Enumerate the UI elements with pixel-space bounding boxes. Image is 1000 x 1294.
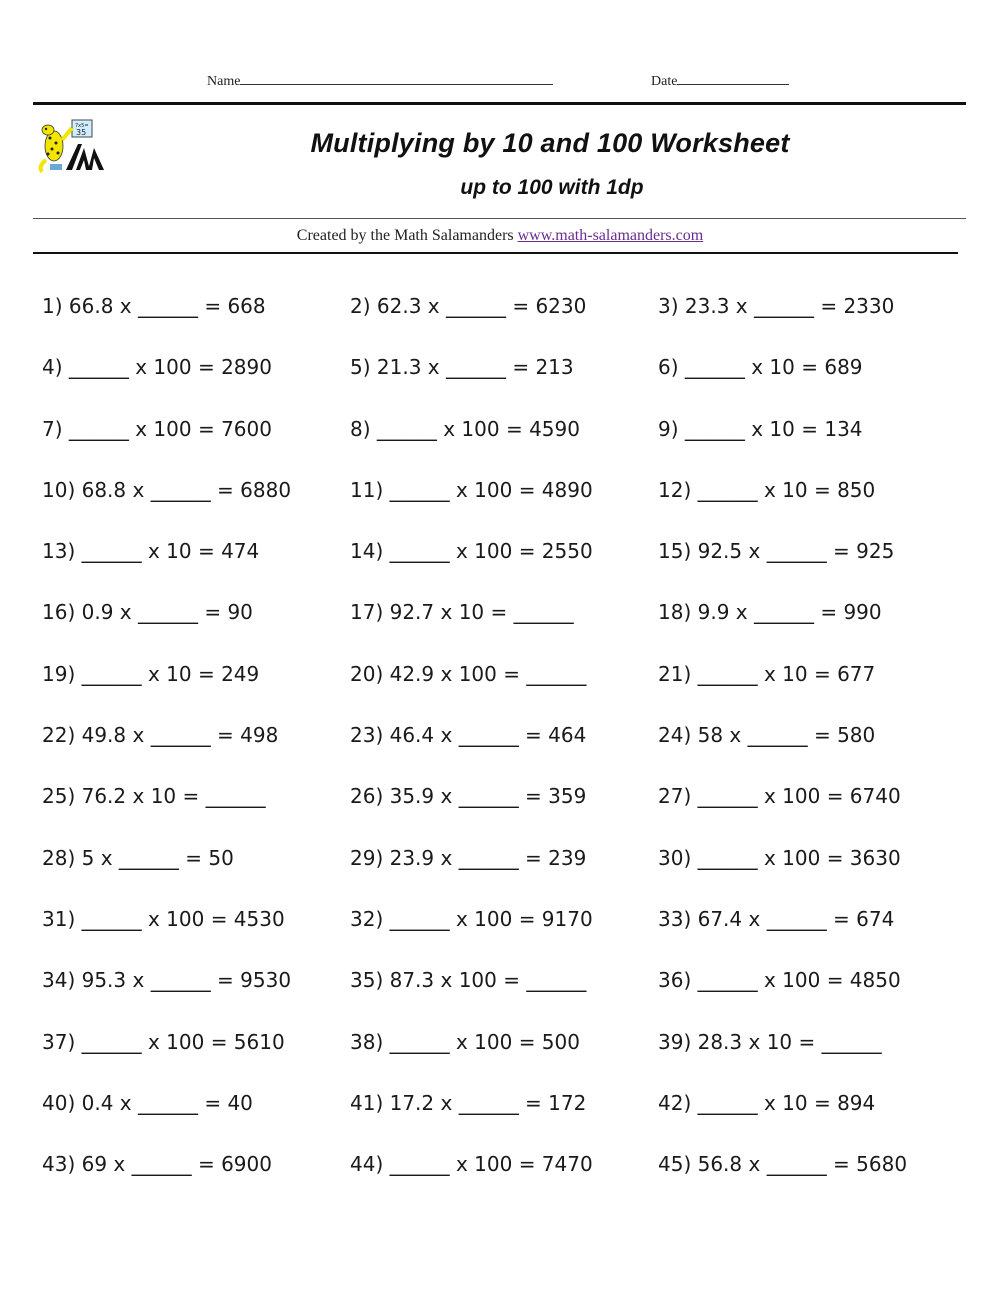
problem-item[interactable]: 6) ______ x 10 = 689 [658,355,863,380]
problem-item[interactable]: 27) ______ x 100 = 6740 [658,784,901,809]
top-divider [33,102,966,105]
problem-item[interactable]: 37) ______ x 100 = 5610 [42,1029,285,1054]
problem-item[interactable]: 42) ______ x 10 = 894 [658,1090,876,1115]
problem-item[interactable]: 44) ______ x 100 = 7470 [350,1152,593,1177]
problem-item[interactable]: 3) 23.3 x ______ = 2330 [658,294,895,318]
problem-item[interactable]: 28) 5 x ______ = 50 [42,845,234,870]
svg-text:35: 35 [76,128,87,137]
problem-item[interactable]: 39) 28.3 x 10 = ______ [658,1029,882,1054]
problem-item[interactable]: 21) ______ x 10 = 677 [658,661,876,686]
problem-item[interactable]: 10) 68.8 x ______ = 6880 [42,477,292,502]
problem-grid [42,292,972,1211]
problem-item[interactable]: 40) 0.4 x ______ = 40 [42,1090,253,1115]
problem-item[interactable]: 24) 58 x ______ = 580 [658,723,876,748]
problem-item[interactable]: 32) ______ x 100 = 9170 [350,906,593,931]
credit-text: Created by the Math Salamanders [296,227,518,244]
problem-item[interactable]: 38) ______ x 100 = 500 [350,1029,580,1054]
problem-item[interactable]: 9) ______ x 10 = 134 [658,416,863,441]
svg-text:7x5=: 7x5= [75,123,89,129]
problem-item[interactable]: 7) ______ x 100 = 7600 [42,416,272,441]
salamander-logo-icon [34,118,106,174]
problem-item[interactable]: 33) 67.4 x ______ = 674 [658,906,895,931]
problem-item[interactable]: 14) ______ x 100 = 2550 [350,539,593,564]
problem-item[interactable]: 20) 42.9 x 100 = ______ [350,661,587,686]
problem-item[interactable]: 4) ______ x 100 = 2890 [42,355,272,380]
name-blank-line[interactable] [240,70,553,85]
problem-item[interactable]: 12) ______ x 10 = 850 [658,477,876,502]
date-label: Date [651,74,678,89]
problem-item[interactable]: 19) ______ x 10 = 249 [42,661,260,686]
name-label: Name [207,74,241,89]
date-blank-line[interactable] [677,70,789,85]
worksheet-title: Multiplying by 10 and 100 Worksheet [310,128,790,158]
mid-divider [33,218,966,219]
credit-line [0,227,1000,245]
problem-item[interactable]: 1) 66.8 x ______ = 668 [42,294,266,318]
problem-item[interactable]: 11) ______ x 100 = 4890 [350,477,593,502]
problem-item[interactable]: 45) 56.8 x ______ = 5680 [658,1152,908,1177]
bottom-divider [33,252,958,254]
worksheet-subtitle: up to 100 with 1dp [460,176,644,199]
problem-item[interactable]: 31) ______ x 100 = 4530 [42,906,285,931]
problem-item[interactable]: 25) 76.2 x 10 = ______ [42,784,266,809]
problem-item[interactable]: 43) 69 x ______ = 6900 [42,1152,272,1177]
problem-item[interactable]: 8) ______ x 100 = 4590 [350,416,580,441]
problem-item[interactable]: 34) 95.3 x ______ = 9530 [42,968,292,993]
problem-item[interactable]: 16) 0.9 x ______ = 90 [42,600,253,625]
problem-item[interactable]: 29) 23.9 x ______ = 239 [350,845,587,870]
problem-item[interactable]: 13) ______ x 10 = 474 [42,539,260,564]
name-field[interactable] [207,70,553,90]
problem-item[interactable]: 35) 87.3 x 100 = ______ [350,968,587,993]
problem-item[interactable]: 17) 92.7 x 10 = ______ [350,600,574,625]
problem-item[interactable]: 5) 21.3 x ______ = 213 [350,355,574,380]
name-date-row [0,70,1000,90]
problem-item[interactable]: 22) 49.8 x ______ = 498 [42,723,279,748]
problem-item[interactable]: 41) 17.2 x ______ = 172 [350,1090,587,1115]
date-field[interactable] [651,70,789,90]
problem-item[interactable]: 30) ______ x 100 = 3630 [658,845,901,870]
problem-item[interactable]: 26) 35.9 x ______ = 359 [350,784,587,809]
problem-item[interactable]: 23) 46.4 x ______ = 464 [350,723,587,748]
problem-item[interactable]: 2) 62.3 x ______ = 6230 [350,294,587,318]
problem-item[interactable]: 18) 9.9 x ______ = 990 [658,600,882,625]
problem-item[interactable]: 36) ______ x 100 = 4850 [658,968,901,993]
problem-item[interactable]: 15) 92.5 x ______ = 925 [658,539,895,564]
website-link[interactable]: www.math-salamanders.com [517,227,704,244]
